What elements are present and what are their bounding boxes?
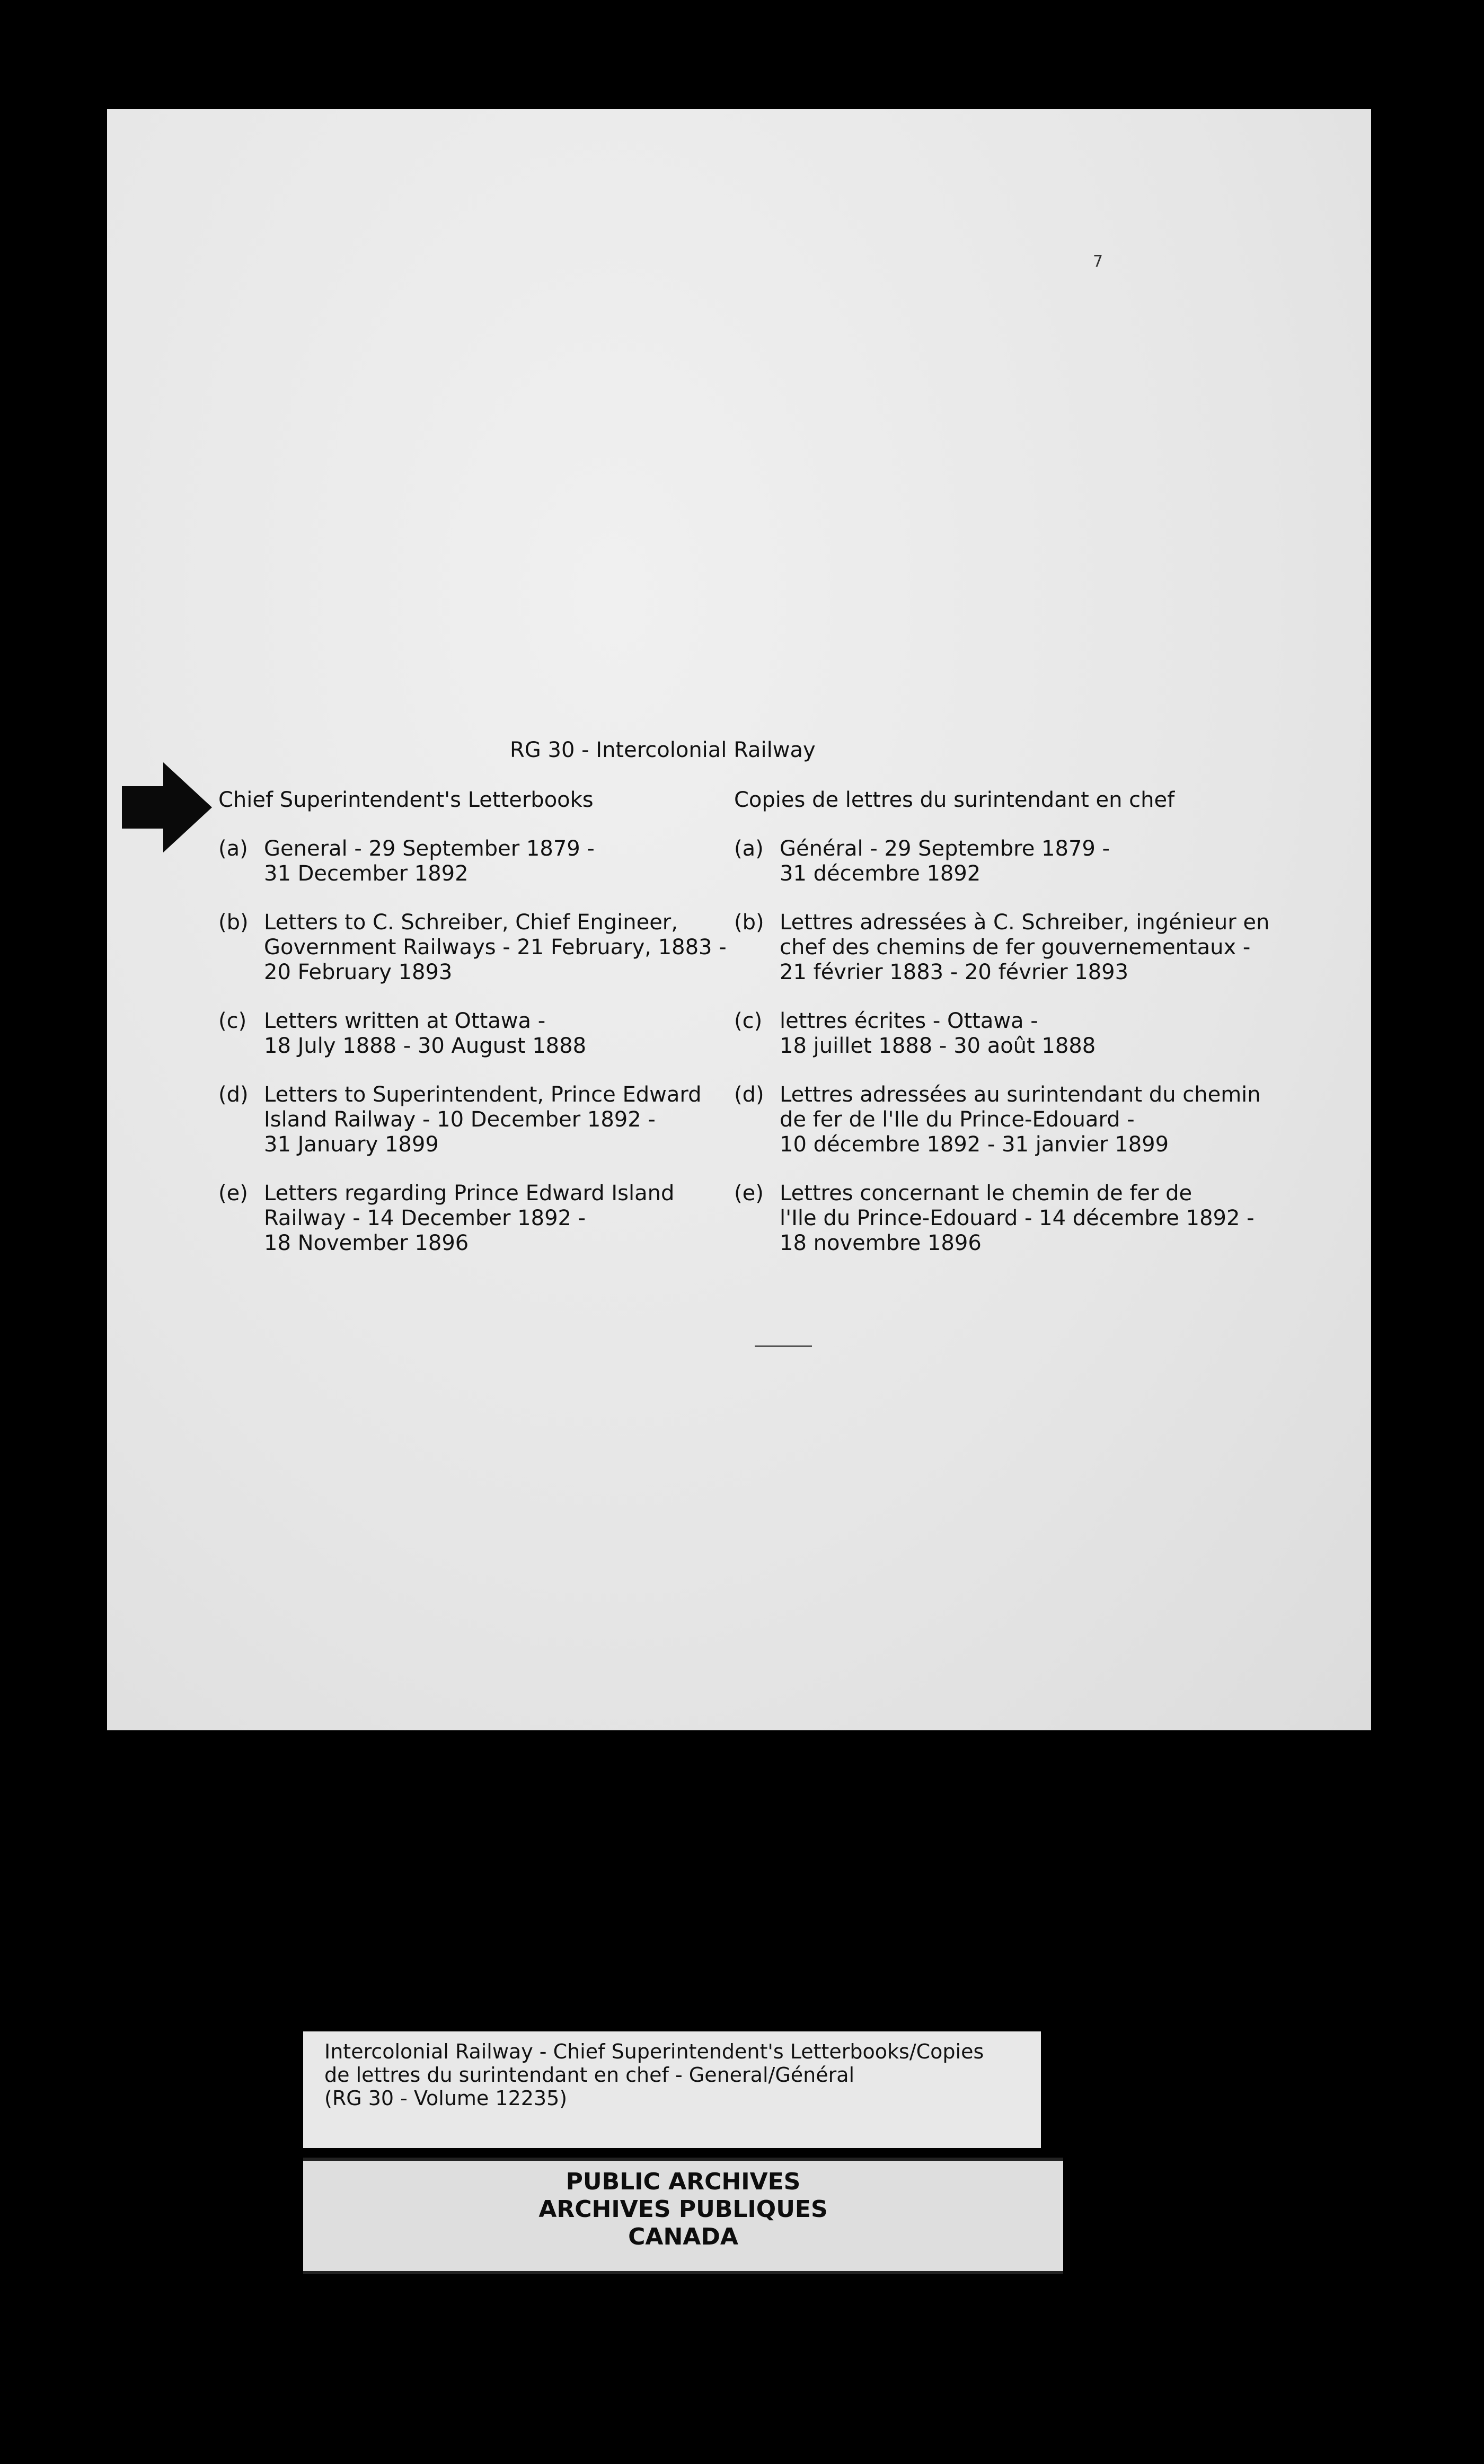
entry-d-fr [734, 1083, 1370, 1157]
entry-text: Letters written at Ottawa - 18 July 1888 - 30 August 1888 [264, 1009, 587, 1058]
document-title: RG 30 - Intercolonial Railway [510, 738, 816, 762]
entry-b-en [218, 910, 748, 985]
entry-e-fr [734, 1181, 1370, 1256]
label-line: (RG 30 - Volume 12235) [324, 2087, 568, 2110]
english-column [218, 788, 748, 1280]
entry-c-fr [734, 1009, 1370, 1059]
entry-text: Lettres adressées au surintendant du chemin de fer de l'Ile du Prince-Edouard - 10 décembre 1892 - 31 janvier 1899 [780, 1083, 1261, 1157]
entry-letter: (e) [218, 1181, 248, 1205]
entry-d-en [218, 1083, 748, 1157]
entry-text: Lettres concernant le chemin de fer de l'Ile du Prince-Edouard - 14 décembre 1892 - 18 novembre 1896 [780, 1181, 1255, 1255]
stamp-line: ARCHIVES PUBLIQUES [538, 2196, 828, 2223]
entry-text: Letters to C. Schreiber, Chief Engineer, Government Railways - 21 February, 1883 - 20 February 1893 [264, 910, 727, 984]
entry-text: Général - 29 Septembre 1879 - 31 décembre 1892 [780, 837, 1110, 886]
english-heading: Chief Superintendent's Letterbooks [218, 788, 594, 812]
entry-letter: (a) [734, 837, 764, 861]
archives-stamp-strip [303, 2158, 1063, 2274]
entry-text: Lettres adressées à C. Schreiber, ingénieur en chef des chemins de fer gouvernementaux - 21 février 1883 - 20 février 1893 [780, 910, 1270, 984]
entry-text: lettres écrites - Ottawa - 18 juillet 1888 - 30 août 1888 [780, 1009, 1096, 1058]
pencil-mark [755, 1345, 812, 1347]
archive-label [303, 2031, 1041, 2148]
entry-text: General - 29 September 1879 - 31 December 1892 [264, 837, 595, 886]
entry-letter: (d) [218, 1083, 249, 1107]
document-page [107, 109, 1371, 1730]
entry-letter: (e) [734, 1181, 764, 1205]
entry-letter: (a) [218, 837, 248, 861]
arrow-right-icon [122, 762, 212, 852]
entry-e-en [218, 1181, 748, 1256]
page-number: 7 [1093, 252, 1103, 271]
entry-letter: (c) [734, 1009, 763, 1033]
entry-letter: (b) [218, 910, 249, 935]
stamp-line: PUBLIC ARCHIVES [566, 2168, 801, 2195]
entry-a-fr [734, 837, 1370, 886]
stamp-line: CANADA [628, 2223, 738, 2250]
archives-stamp [303, 2168, 1063, 2251]
entry-letter: (c) [218, 1009, 247, 1033]
entry-text: Letters to Superintendent, Prince Edward Island Railway - 10 December 1892 - 31 January 1899 [264, 1083, 702, 1157]
entry-text: Letters regarding Prince Edward Island Railway - 14 December 1892 - 18 November 1896 [264, 1181, 675, 1255]
french-column [734, 788, 1370, 1280]
entry-letter: (b) [734, 910, 764, 935]
entry-b-fr [734, 910, 1370, 985]
entry-c-en [218, 1009, 748, 1059]
label-line: Intercolonial Railway - Chief Superintendent's Letterbooks/Copies [324, 2040, 984, 2063]
french-heading: Copies de lettres du surintendant en chef [734, 788, 1175, 812]
entry-a-en [218, 837, 748, 886]
entry-letter: (d) [734, 1083, 764, 1107]
label-line: de lettres du surintendant en chef - General/Général [324, 2063, 855, 2087]
